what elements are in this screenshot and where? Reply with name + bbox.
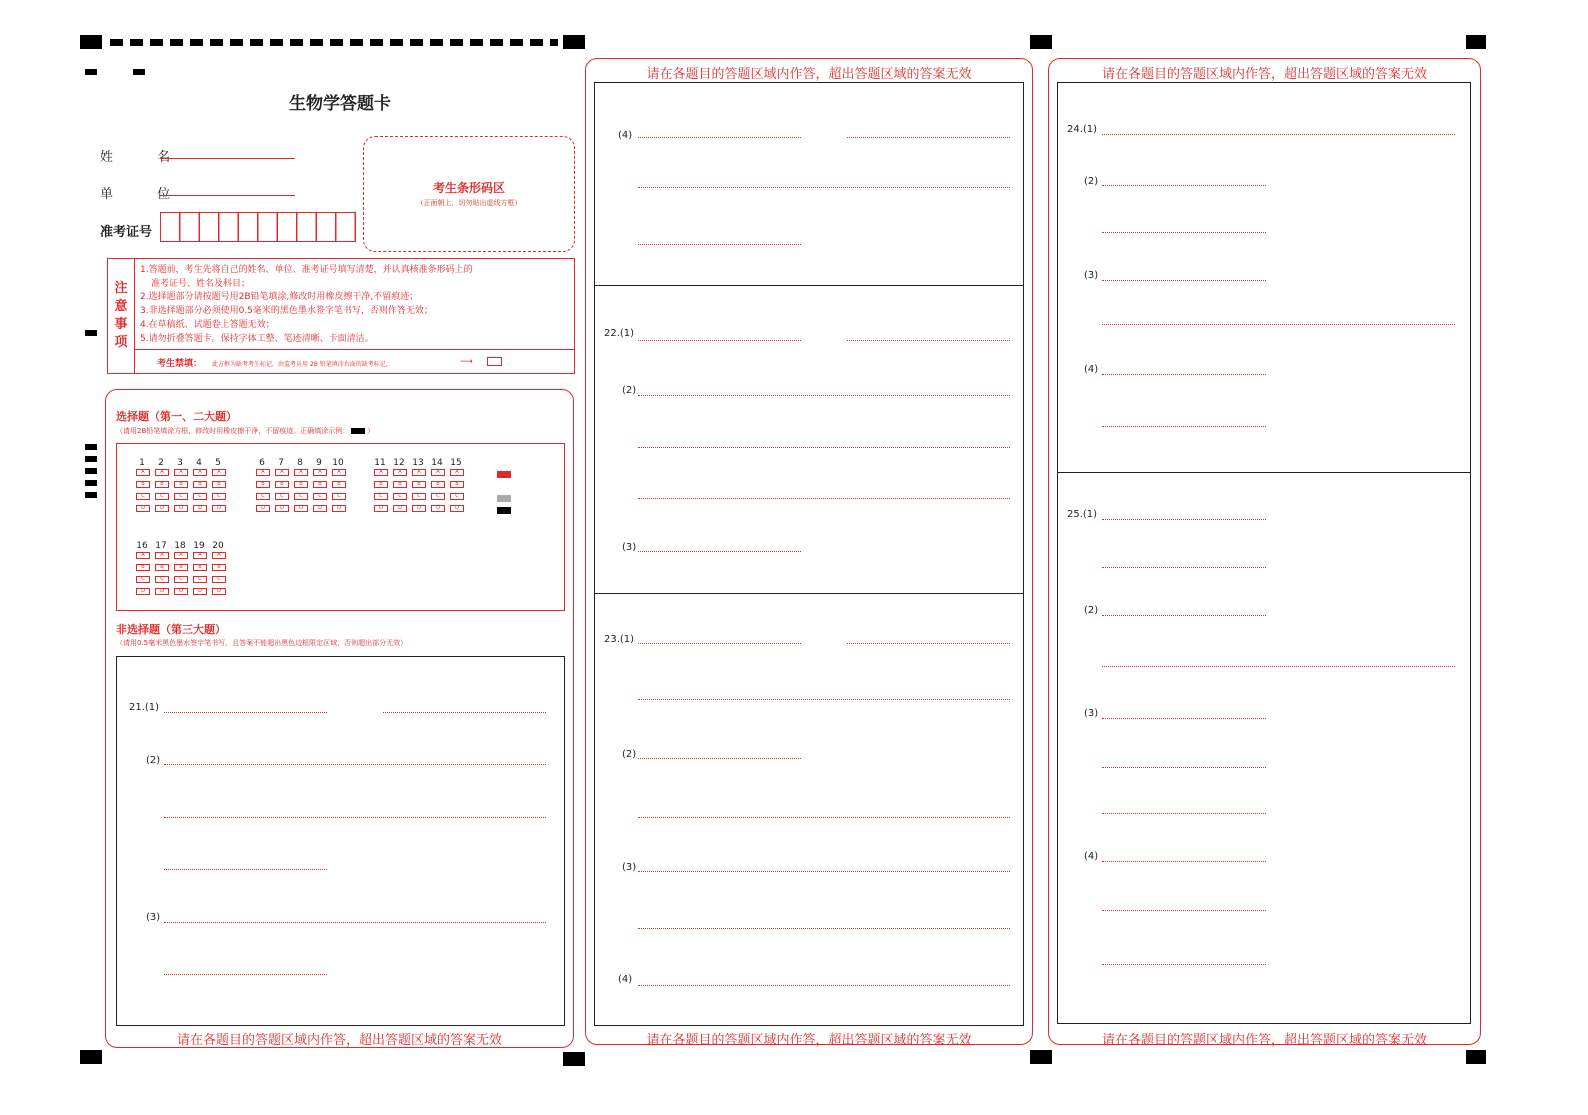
choice-note-end: ） [367,427,375,435]
question-number: 12 [393,458,405,468]
answer-bubble[interactable]: D [450,505,464,512]
answer-line[interactable] [164,922,546,923]
notice-item: 1.答题前，考生先将自己的姓名、单位、准考证号填写清楚，并认真核准条形码上的 [140,265,473,275]
q21-1-label: 21.(1) [129,702,160,713]
divider [594,593,1024,594]
answer-bubble[interactable]: D [256,505,270,512]
answer-line[interactable] [1102,910,1266,911]
id-label: 准考证号 [100,225,153,240]
timing-mark [85,444,97,450]
sample-mark-red [497,471,511,478]
timing-mark [85,480,97,486]
notice-item: 5.请勿折叠答题卡。保持字体工整、笔迹清晰、卡面清洁。 [140,333,374,344]
answer-bubble[interactable]: A [450,469,464,476]
answer-bubble[interactable]: B [393,481,407,488]
question-number: 6 [259,458,265,468]
answer-bubble[interactable]: A [212,469,226,476]
q24-4-label: (4) [1084,364,1099,375]
answer-line[interactable] [638,137,801,138]
answer-bubble[interactable]: D [155,505,169,512]
answer-bubble[interactable]: D [412,505,426,512]
answer-line[interactable] [164,974,327,975]
arrow-icon: ⟶ [460,357,473,367]
answer-bubble[interactable]: D [313,505,327,512]
q25-3-label: (3) [1084,708,1099,719]
answer-bubble[interactable]: B [294,481,308,488]
answer-line[interactable] [1102,426,1266,427]
answer-line[interactable] [638,340,801,341]
answer-box-middle [594,82,1024,1026]
q24-3-label: (3) [1084,270,1099,281]
question-number: 11 [374,458,386,468]
answer-bubble[interactable]: C [313,493,327,500]
answer-line[interactable] [638,395,1010,396]
answer-bubble[interactable]: A [332,469,346,476]
answer-bubble[interactable]: D [275,505,289,512]
answer-bubble[interactable]: B [155,481,169,488]
answer-bubble[interactable]: C [275,493,289,500]
timing-mark [85,492,97,498]
answer-line[interactable] [1102,232,1266,233]
answer-bubble[interactable]: D [212,505,226,512]
question-number: 5 [215,458,221,468]
question-number: 18 [174,541,186,551]
timing-dash-row [110,39,558,46]
answer-line[interactable] [383,712,546,713]
timing-mark [1030,35,1052,49]
answer-bubble[interactable]: C [332,493,346,500]
answer-bubble[interactable]: C [174,576,188,583]
notice-char: 事 [114,317,128,332]
answer-line[interactable] [1102,374,1266,375]
answer-bubble[interactable]: D [212,588,226,595]
q23-4-label: (4) [618,974,633,985]
footer-warning: 请在各题目的答题区域内作答，超出答题区域的答案无效 [1101,1033,1427,1048]
answer-bubble[interactable]: A [431,469,445,476]
answer-line[interactable] [164,764,546,765]
answer-line[interactable] [1102,767,1266,768]
q24-2-label: (2) [1084,176,1099,187]
timing-mark [1466,35,1486,49]
timing-mark [85,456,97,462]
notice-divider-v [134,258,135,374]
answer-line[interactable] [1102,718,1266,719]
choice-note-text: （请用2B铅笔填涂方框，修改时用橡皮擦干净，不留痕迹。正确填涂示例： [116,427,350,435]
nonchoice-note: （请用0.5毫米黑色墨水签字笔书写，且答案不能超出黑色边框限定区域，否则超出部分无效） [116,639,408,647]
answer-line[interactable] [638,498,1010,499]
answer-line[interactable] [638,758,801,759]
answer-line[interactable] [1102,813,1266,814]
answer-bubble[interactable]: C [193,493,207,500]
answer-line[interactable] [847,137,1010,138]
answer-line[interactable] [638,985,1010,986]
answer-bubble[interactable]: B [332,481,346,488]
question-number: 2 [158,458,164,468]
answer-line[interactable] [1102,666,1455,667]
notice-item: 2.选择题部分请按题号用2B铅笔填涂,修改时用橡皮擦干净,不留痕迹； [140,292,419,303]
answer-bubble[interactable]: D [193,588,207,595]
answer-bubble[interactable]: B [412,481,426,488]
name-label: 姓 名 [100,150,191,165]
divider [1057,472,1471,473]
answer-line[interactable] [847,340,1010,341]
answer-bubble[interactable]: B [136,481,150,488]
answer-line[interactable] [638,817,1010,818]
answer-bubble[interactable]: D [332,505,346,512]
answer-line[interactable] [638,699,1010,700]
answer-bubble[interactable]: B [212,481,226,488]
q25-1-label: 25.(1) [1067,509,1098,520]
timing-mark [85,330,97,336]
answer-bubble[interactable]: B [212,564,226,571]
q25-4-label: (4) [1084,851,1099,862]
answer-bubble[interactable]: B [155,564,169,571]
answer-bubble[interactable]: C [155,576,169,583]
question-number: 19 [193,541,205,551]
answer-bubble[interactable]: C [393,493,407,500]
answer-line[interactable] [1102,324,1455,325]
question-number: 20 [212,541,224,551]
answer-bubble[interactable]: D [431,505,445,512]
answer-line[interactable] [638,447,1010,448]
sample-mark-black [497,507,511,514]
answer-bubble[interactable]: C [174,493,188,500]
answer-bubble[interactable]: A [256,469,270,476]
answer-bubble[interactable]: A [212,552,226,559]
timing-mark [563,1052,585,1066]
notice-list [140,264,570,346]
answer-bubble[interactable]: C [431,493,445,500]
question-number: 14 [431,458,443,468]
answer-bubble[interactable]: D [136,588,150,595]
q22-1-label: 22.(1) [604,328,635,339]
answer-line[interactable] [638,187,1010,188]
answer-bubble[interactable]: A [174,552,188,559]
timing-mark [133,69,145,75]
answer-bubble[interactable]: B [193,564,207,571]
question-number: 7 [278,458,284,468]
forbid-text: 此方框为缺考考生标记，由监考员用 2B 铅笔填涂右面的缺考标记。 [212,361,392,368]
barcode-note: （正面朝上，切勿贴出虚线方框） [416,199,522,207]
answer-bubble[interactable]: A [174,469,188,476]
divider [594,285,1024,286]
answer-line[interactable] [847,643,1010,644]
timing-mark [85,69,97,75]
choice-title: 选择题（第一、二大题） [116,410,237,423]
q22-3-label: (3) [622,542,637,553]
question-number: 17 [155,541,167,551]
answer-line[interactable] [164,869,327,870]
answer-line[interactable] [1102,134,1455,135]
absent-mark-box[interactable] [487,357,502,366]
answer-bubble[interactable]: D [374,505,388,512]
answer-bubble[interactable]: D [393,505,407,512]
footer-warning: 请在各题目的答题区域内作答，超出答题区域的答案无效 [176,1033,502,1048]
notice-item: 准考证号、姓名及科目； [151,278,251,289]
answer-bubble[interactable]: B [174,481,188,488]
timing-mark [85,468,97,474]
question-number: 15 [450,458,462,468]
answer-bubble[interactable]: C [256,493,270,500]
notice-side-label [108,280,134,352]
answer-line[interactable] [164,817,546,818]
q24-1-label: 24.(1) [1067,124,1098,135]
answer-bubble[interactable]: A [193,469,207,476]
unit-label: 单 位 [100,187,191,202]
answer-bubble[interactable]: D [193,505,207,512]
answer-line[interactable] [1102,185,1266,186]
timing-mark [80,35,102,49]
timing-mark [80,1050,102,1064]
answer-bubble[interactable]: A [136,552,150,559]
q23-3-label: (3) [622,862,637,873]
timing-mark [1030,1050,1052,1064]
answer-bubble[interactable]: A [155,552,169,559]
q23-2-label: (2) [622,749,637,760]
question-number: 3 [177,458,183,468]
forbid-label: 考生禁填： [157,359,203,369]
answer-bubble[interactable]: A [374,469,388,476]
answer-bubble[interactable]: A [412,469,426,476]
notice-item: 4.在草稿纸、试题卷上答题无效； [140,319,275,330]
choice-note [116,426,374,436]
answer-bubble[interactable]: B [136,564,150,571]
answer-bubble[interactable]: A [193,552,207,559]
answer-bubble[interactable]: C [136,493,150,500]
answer-bubble[interactable]: D [155,588,169,595]
answer-bubble[interactable]: A [136,469,150,476]
q21-2-label: (2) [146,755,161,766]
answer-bubble[interactable]: A [155,469,169,476]
q-prev-4-label: (4) [618,130,633,141]
answer-bubble[interactable]: A [313,469,327,476]
answer-bubble[interactable]: B [313,481,327,488]
q21-3-label: (3) [146,912,161,923]
answer-bubble[interactable]: B [374,481,388,488]
answer-bubble[interactable]: D [294,505,308,512]
answer-line[interactable] [638,928,1010,929]
timing-mark [1466,1050,1486,1064]
q23-1-label: 23.(1) [604,634,635,645]
answer-bubble[interactable]: C [193,576,207,583]
unit-field[interactable] [160,195,295,196]
timing-mark [563,35,585,49]
answer-bubble[interactable]: A [294,469,308,476]
header-warning: 请在各题目的答题区域内作答，超出答题区域的答案无效 [1101,67,1427,82]
page-title: 生物学答题卡 [289,94,391,114]
answer-line[interactable] [164,712,327,713]
answer-bubble[interactable]: C [212,493,226,500]
answer-box-right [1057,82,1471,1024]
answer-bubble[interactable]: B [450,481,464,488]
notice-item: 3.非选择题部分必须使用0.5毫米的黑色墨水签字笔书写，否则作答无效； [140,306,433,317]
id-grid[interactable] [160,212,356,242]
answer-bubble[interactable]: A [393,469,407,476]
nonchoice-title: 非选择题（第三大题） [116,623,226,636]
answer-line[interactable] [638,244,801,245]
answer-bubble[interactable]: C [450,493,464,500]
question-number: 8 [297,458,303,468]
barcode-title: 考生条形码区 [432,181,505,195]
answer-line[interactable] [1102,964,1266,965]
question-number: 4 [196,458,202,468]
q25-2-label: (2) [1084,605,1099,616]
name-field[interactable] [160,158,295,159]
answer-line[interactable] [1102,567,1266,568]
answer-bubble[interactable]: C [294,493,308,500]
answer-bubble[interactable]: C [136,576,150,583]
answer-bubble[interactable]: B [275,481,289,488]
answer-line[interactable] [638,551,801,552]
answer-line[interactable] [638,871,1010,872]
header-warning: 请在各题目的答题区域内作答，超出答题区域的答案无效 [646,67,972,82]
footer-warning: 请在各题目的答题区域内作答，超出答题区域的答案无效 [646,1033,972,1048]
answer-line[interactable] [1102,615,1266,616]
answer-bubble[interactable]: D [136,505,150,512]
notice-char: 注 [114,281,128,296]
q22-2-label: (2) [622,385,637,396]
answer-bubble[interactable]: C [155,493,169,500]
answer-line[interactable] [638,643,801,644]
answer-bubble[interactable]: A [275,469,289,476]
question-number: 1 [139,458,145,468]
notice-char: 项 [114,335,128,350]
question-number: 10 [332,458,344,468]
question-number: 16 [136,541,148,551]
answer-line[interactable] [1102,861,1266,862]
answer-bubble[interactable]: B [256,481,270,488]
question-number: 9 [316,458,322,468]
question-number: 13 [412,458,424,468]
sample-mark-gray [497,495,511,502]
answer-bubble[interactable]: D [174,505,188,512]
notice-divider-h [134,349,575,350]
answer-bubble[interactable]: B [174,564,188,571]
answer-bubble[interactable]: C [374,493,388,500]
fill-example-icon [351,428,365,434]
answer-line[interactable] [1102,280,1266,281]
answer-bubble[interactable]: D [174,588,188,595]
answer-bubble[interactable]: B [431,481,445,488]
answer-line[interactable] [1102,519,1266,520]
answer-bubble[interactable]: C [212,576,226,583]
answer-bubble[interactable]: B [193,481,207,488]
notice-char: 意 [114,299,128,314]
answer-bubble[interactable]: C [412,493,426,500]
